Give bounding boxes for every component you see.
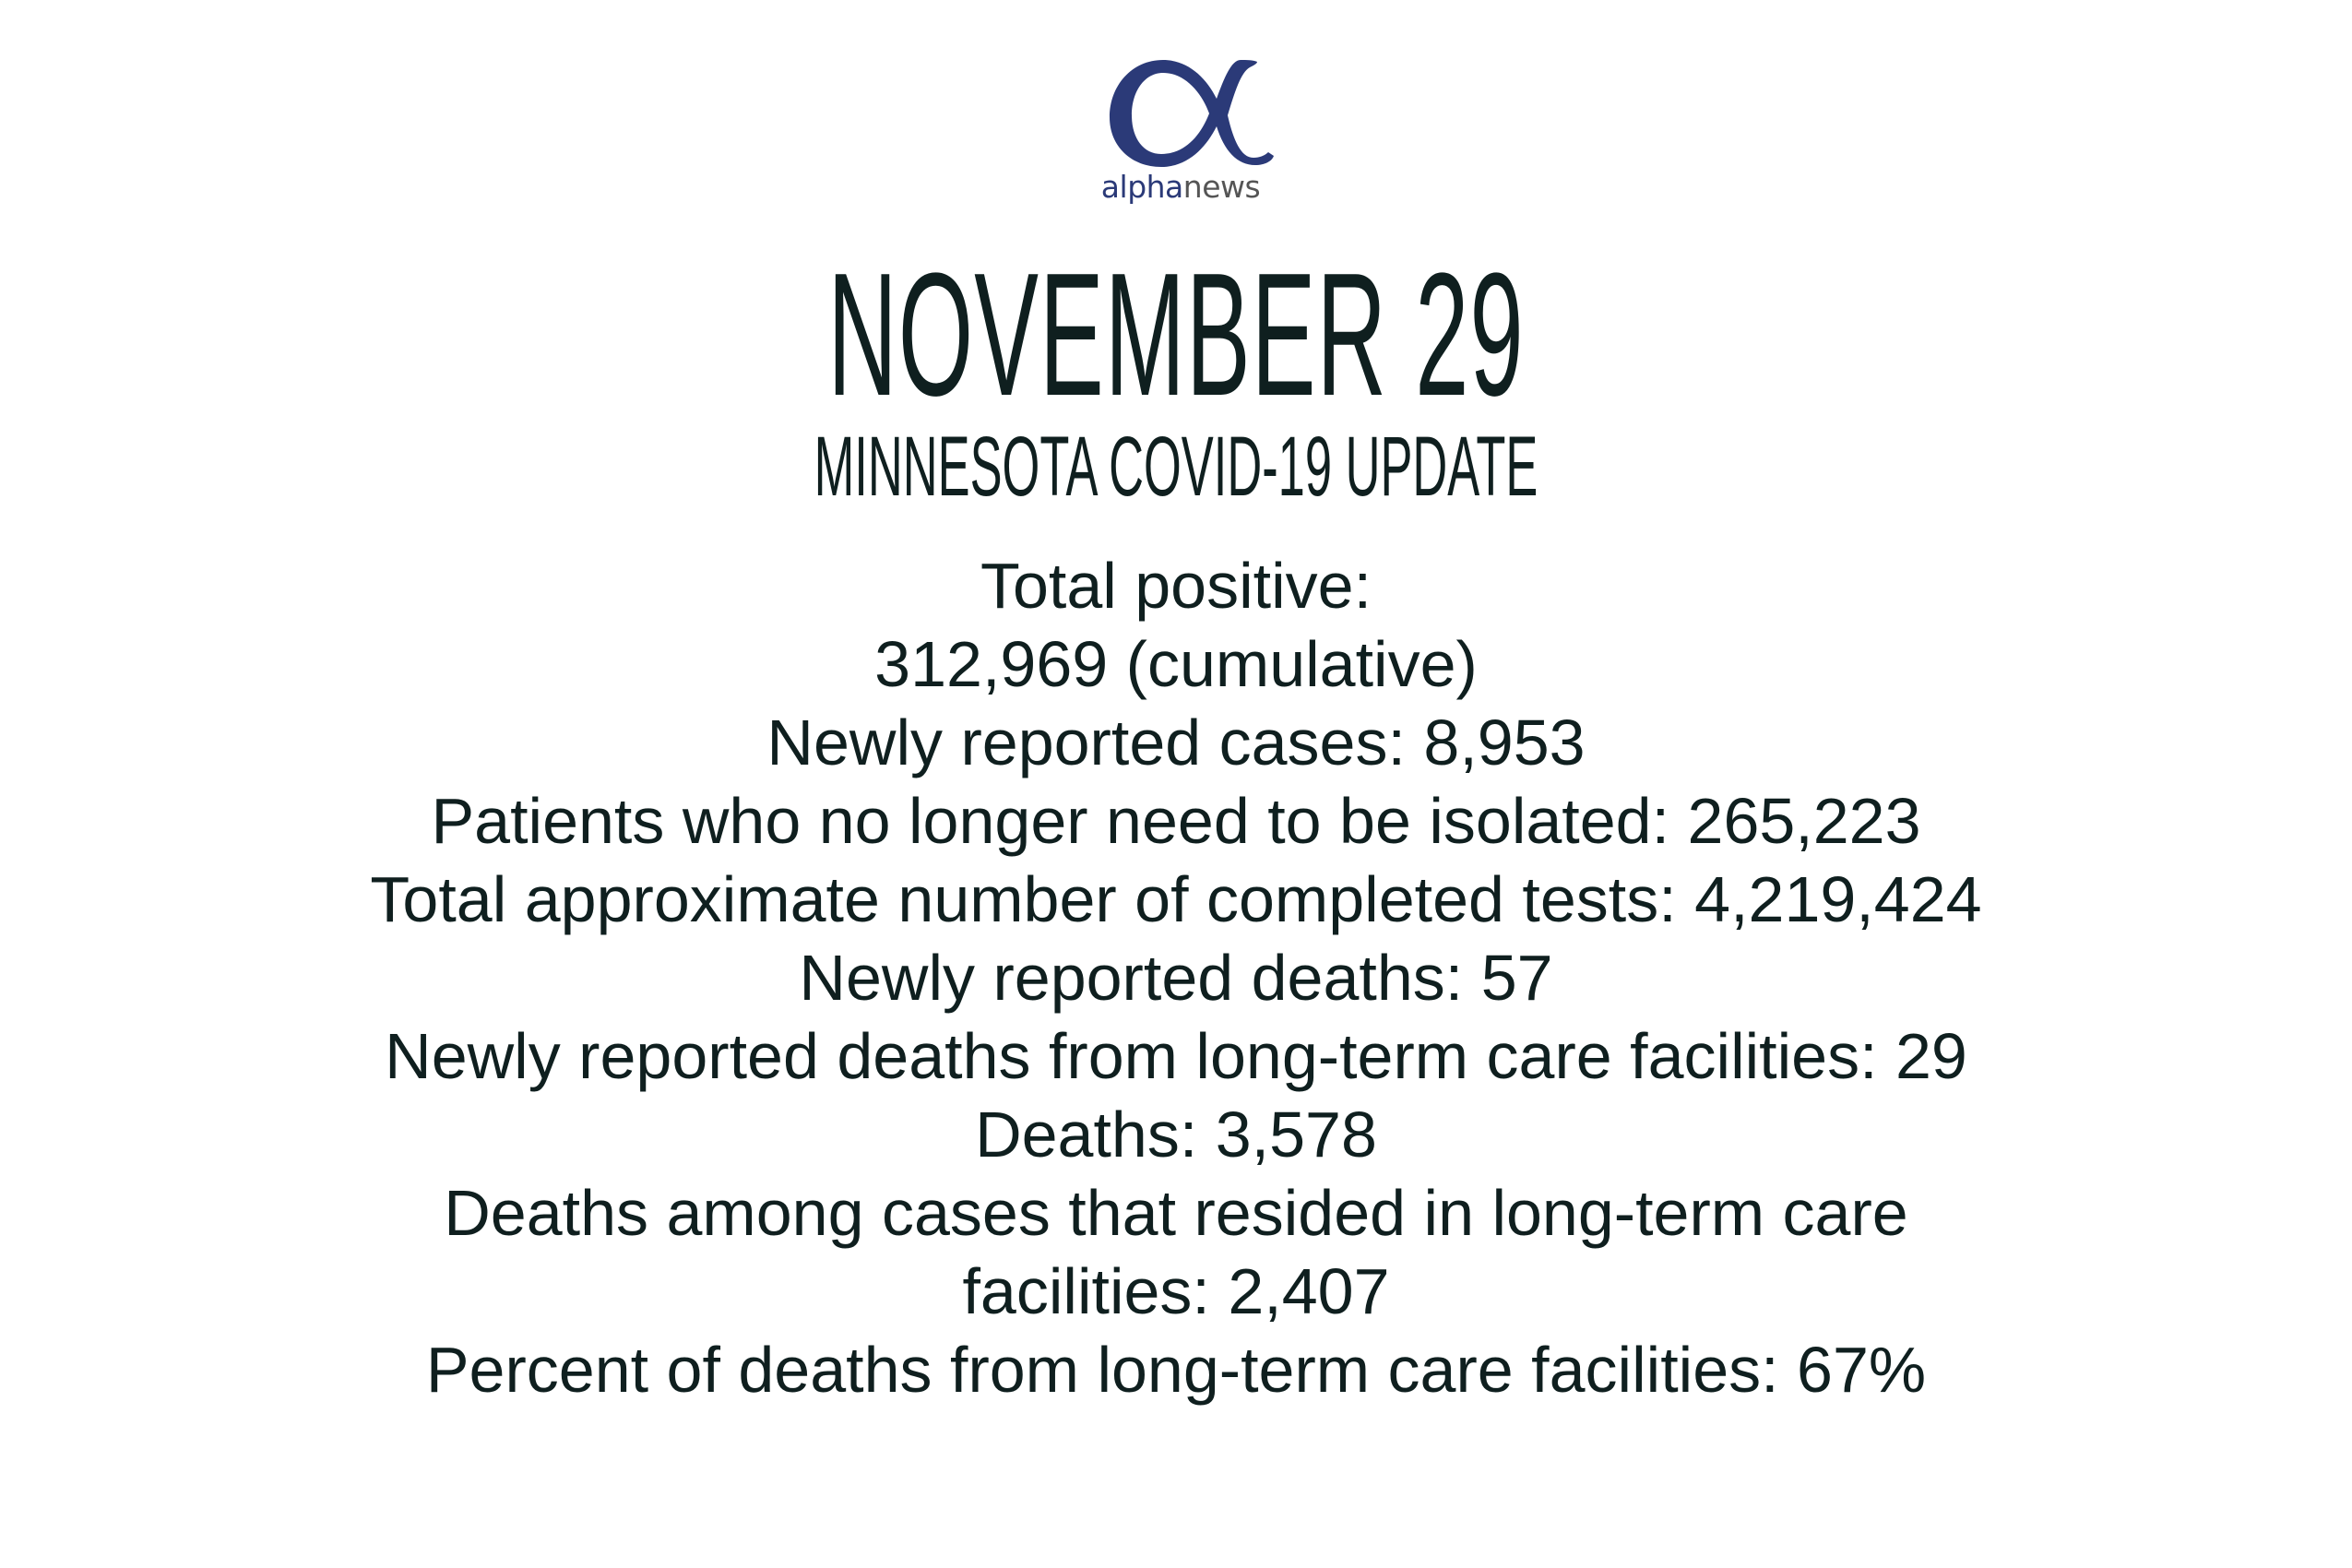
stat-line-new-deaths: Newly reported deaths: 57 bbox=[799, 942, 1553, 1014]
alpha-logo-icon bbox=[1102, 51, 1277, 171]
stat-line-total-positive: Total positive: bbox=[980, 550, 1372, 622]
stat-line-deaths: Deaths: 3,578 bbox=[975, 1099, 1377, 1170]
page-subtitle: MINNESOTA COVID-19 UPDATE bbox=[814, 420, 1538, 514]
stat-line-deaths-ltc-residents-count: facilities: 2,407 bbox=[962, 1255, 1390, 1327]
stat-line-cumulative: 312,969 (cumulative) bbox=[874, 628, 1478, 700]
logo-text-alpha: alpha bbox=[1100, 169, 1183, 205]
stat-line-no-longer-isolated: Patients who no longer need to be isolated: 265,223 bbox=[431, 785, 1921, 857]
stat-line-completed-tests: Total approximate number of completed tests: 4,219,424 bbox=[370, 863, 1982, 935]
stat-line-percent-deaths-ltc: Percent of deaths from long-term care facilities: 67% bbox=[425, 1334, 1927, 1406]
stats-list bbox=[0, 547, 2352, 1409]
stat-line-deaths-ltc-residents: Deaths among cases that resided in long-term care bbox=[444, 1177, 1908, 1249]
logo-wordmark bbox=[1084, 169, 1277, 205]
alphanews-logo bbox=[1084, 51, 1277, 212]
stat-line-new-cases: Newly reported cases: 8,953 bbox=[766, 707, 1586, 778]
page-title: NOVEMBER 29 bbox=[827, 237, 1525, 433]
logo-text-news: news bbox=[1182, 169, 1261, 205]
stat-line-new-deaths-ltc: Newly reported deaths from long-term care facilities: 29 bbox=[385, 1020, 1967, 1092]
